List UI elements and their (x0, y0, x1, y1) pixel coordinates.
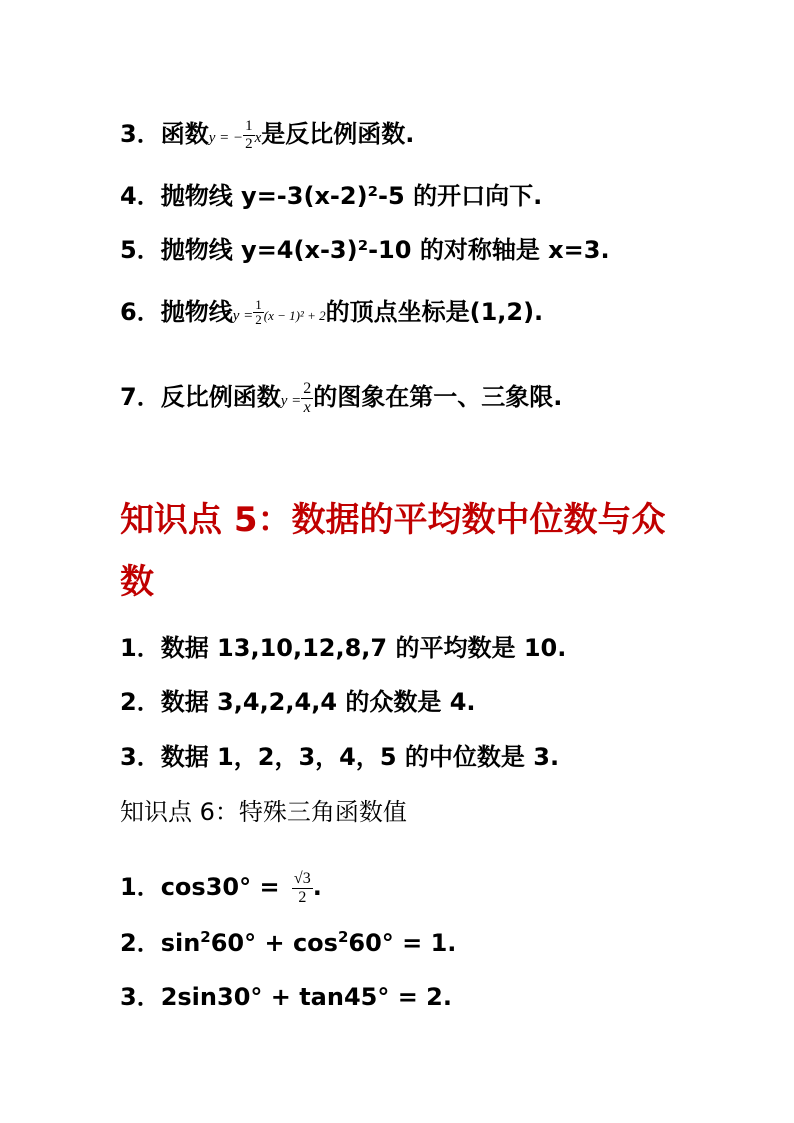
fraction-numerator: √3 (293, 870, 311, 887)
fraction (301, 380, 313, 416)
formula-lhs: y = (280, 393, 302, 410)
formula-var: x (254, 130, 262, 146)
item-text-post: . (312, 873, 322, 902)
section-5-item-2: 2．数据 3,4,2,4,4 的众数是 4. (120, 688, 476, 716)
item-number: 7． (120, 383, 161, 412)
section-6-title: 知识点 6：特殊三角函数值 (120, 798, 407, 826)
fraction (243, 118, 255, 152)
item-text: 抛物线 y=-3(x-2)²-5 的开口向下. (160, 182, 543, 210)
item-text-post: 的图象在第一、三象限. (313, 383, 563, 412)
item-text-b: 60° + cos (210, 929, 338, 957)
fraction (292, 870, 313, 906)
item-text-pre: 函数 (160, 120, 209, 148)
item-4 (120, 184, 542, 208)
exponent: 2 (200, 928, 211, 946)
section-5-item-3: 3．数据 1，2，3，4，5 的中位数是 3. (120, 743, 560, 771)
item-number: 5． (120, 236, 161, 264)
item-6 (120, 298, 543, 328)
fraction-denominator: x (303, 398, 311, 416)
fraction-numerator: 2 (303, 380, 312, 397)
item-number: 6． (120, 297, 161, 326)
item-text-c: 60° = 1. (348, 929, 457, 957)
section-5-item-1: 1．数据 13,10,12,8,7 的平均数是 10. (120, 634, 567, 662)
item-text-post: 是反比例函数. (261, 120, 415, 148)
item-number: 4． (120, 182, 161, 210)
item-5 (120, 238, 610, 262)
fraction-numerator: 1 (245, 118, 253, 134)
item-number: 3． (120, 120, 161, 148)
fraction (253, 298, 264, 328)
item-text-pre: 抛物线 (160, 297, 233, 326)
section-5-title-line-1: 知识点 5：数据的平均数中位数与众 (120, 500, 666, 540)
item-text-pre: 反比例函数 (160, 383, 281, 412)
item-text-post: 的顶点坐标是(1,2). (325, 297, 544, 326)
section-6-item-1 (120, 870, 322, 906)
fraction-numerator: 1 (255, 297, 262, 312)
fraction-denominator: 2 (245, 135, 253, 152)
fraction-denominator: 2 (298, 888, 307, 906)
formula-rest: (x − 1)² + 2 (263, 307, 326, 323)
fraction-denominator: 2 (255, 312, 262, 328)
formula-lhs: y = − (208, 130, 244, 146)
formula-lhs: y = (232, 307, 254, 324)
section-6-item-3: 3．2sin30° + tan45° = 2. (120, 983, 453, 1011)
item-7 (120, 380, 562, 416)
section-5-title-line-2: 数 (120, 562, 154, 602)
exponent: 2 (337, 928, 349, 946)
item-text: 抛物线 y=4(x-3)²-10 的对称轴是 x=3. (160, 236, 610, 264)
item-text-a: 2．sin (120, 929, 201, 957)
item-text-pre: 1．cos30° = (120, 873, 280, 902)
section-6-item-2 (120, 930, 456, 955)
item-3 (120, 118, 414, 152)
